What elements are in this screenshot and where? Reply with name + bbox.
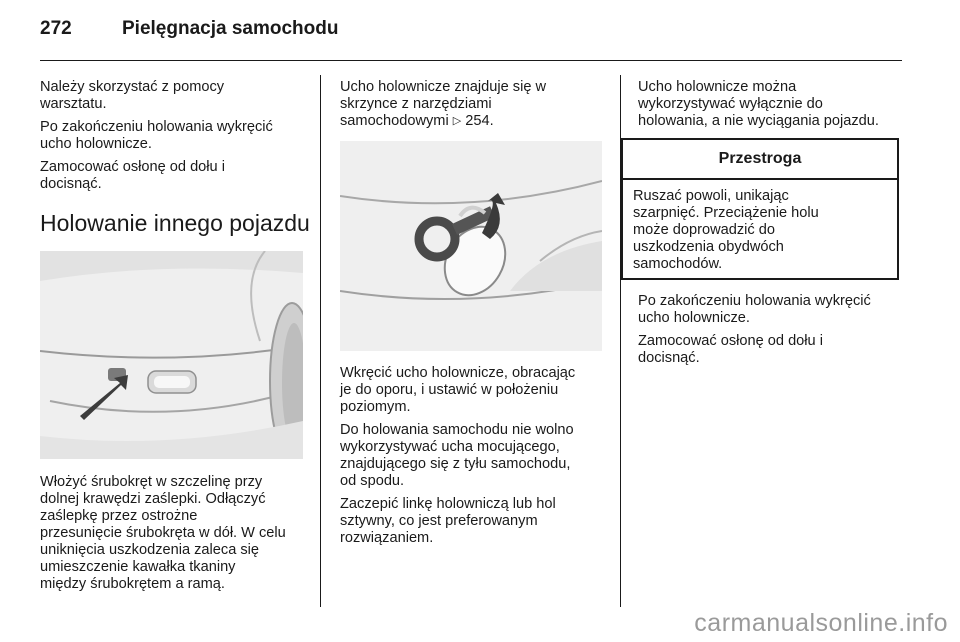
paragraph: Ucho holownicze można wykorzystywać wyłącznie do holowania, a nie wyciągania pojazdu.: [638, 79, 879, 129]
watermark: carmanualsonline.info: [694, 609, 948, 637]
paragraph-text: Ucho holownicze znajduje się w skrzynce z narzędziami samochodowymi: [340, 79, 547, 129]
paragraph: Do holowania samochodu nie wolno wykorzystywać ucha mocującego, znajdującego się z tyłu samochodu, od spodu.: [340, 422, 574, 489]
paragraph: Po zakończeniu holowania wykręcić ucho holownicze.: [638, 293, 871, 326]
paragraph: Po zakończeniu holowania wykręcić ucho holownicze.: [40, 119, 273, 152]
page-reference-icon: ▷: [452, 115, 462, 127]
caution-text: Ruszać powoli, unikając szarpnięć. Przeciążenie holu może doprowadzić do uszkodzenia obydwóch samochodów.: [633, 188, 819, 272]
paragraph: Zaczepić linkę holowniczą lub hol sztywny, co jest preferowanym rozwiązaniem.: [340, 496, 556, 546]
paragraph: Zamocować osłonę od dołu i docisnąć.: [638, 333, 823, 366]
column-2-top: [340, 79, 612, 136]
column-2-bottom: [340, 365, 612, 553]
caution-title: Przestroga: [623, 140, 897, 180]
paragraph: Włożyć śrubokręt w szczelinę przy dolnej krawędzi zaślepki. Odłączyć zaślepkę przez ostrożne przesunięcie śrubokręta w dół. W celu uniknięcia uszkodzenia zaleca się umieszczenie kawałka tkaniny między śrubokrętem a ramą.: [40, 474, 286, 592]
column-3-bottom: [638, 293, 900, 373]
column-divider: [320, 75, 321, 607]
column-1-bottom: [40, 474, 316, 599]
caution-box: [621, 138, 899, 280]
section-heading: Holowanie innego pojazdu: [40, 210, 310, 236]
page-number: 272: [40, 18, 72, 39]
towing-eye-figure: [340, 141, 602, 351]
paragraph: Wkręcić ucho holownicze, obracając je do oporu, i ustawić w położeniu poziomym.: [340, 365, 576, 415]
page-title: Pielęgnacja samochodu: [122, 18, 339, 39]
paragraph: [340, 79, 612, 130]
rear-bumper-figure: [40, 251, 303, 459]
paragraph: Należy skorzystać z pomocy warsztatu.: [40, 79, 225, 112]
column-1-top: [40, 79, 312, 199]
page-reference[interactable]: 254.: [465, 113, 494, 129]
column-3-top: [638, 79, 900, 136]
header-rule: [40, 60, 902, 61]
paragraph: Zamocować osłonę od dołu i docisnąć.: [40, 159, 225, 192]
